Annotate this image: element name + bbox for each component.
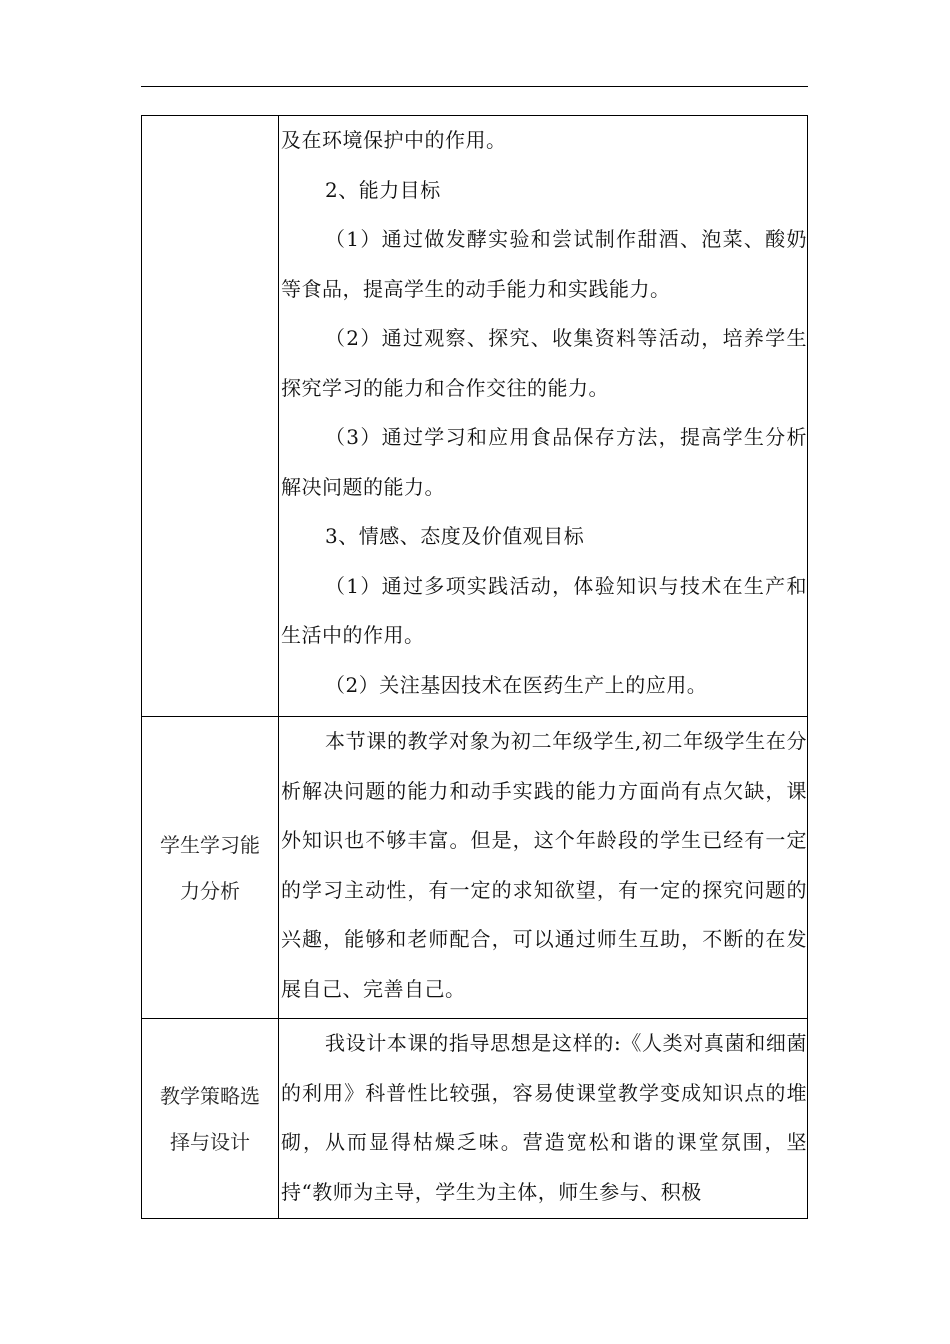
ability-label-line: 力分析 [180, 878, 240, 903]
strategy-label-line: 教学策略选 [160, 1083, 260, 1108]
objective-paragraph: （1）通过多项实践活动，体验知识与技术在生产和生活中的作用。 [281, 573, 807, 647]
strategy-row [142, 1019, 808, 1219]
lesson-plan-table [141, 115, 808, 1219]
strategy-content-cell [279, 1019, 808, 1219]
strategy-label-line: 择与设计 [170, 1129, 250, 1154]
ability-paragraph: 本节课的教学对象为初二年级学生,初二年级学生在分析解决问题的能力和动手实践的能力方面尚有点欠缺，课外知识也不够丰富。但是，这个年龄段的学生已经有一定的学习主动性，有一定的求知欲望，有一定的探究问题的兴趣，能够和老师配合，可以通过师生互助，不断的在发展自己、完善自己。 [281, 729, 807, 1001]
ability-label-cell [142, 717, 279, 1019]
objective-paragraph: （2）通过观察、探究、收集资料等活动，培养学生探究学习的能力和合作交往的能力。 [281, 326, 807, 400]
header-rule [141, 86, 808, 87]
strategy-paragraph: 我设计本课的指导思想是这样的:《人类对真菌和细菌的利用》科普性比较强，容易使课堂教学变成知识点的堆砌，从而显得枯燥乏味。营造宽松和谐的课堂氛围，坚持“教师为主导，学生为主体，师生参与、积极 [281, 1031, 807, 1204]
objective-paragraph: （1）通过做发酵实验和尝试制作甜酒、泡菜、酸奶等食品，提高学生的动手能力和实践能力。 [281, 227, 807, 301]
objective-paragraph: （2）关注基因技术在医药生产上的应用。 [325, 672, 708, 697]
objectives-content-cell [279, 116, 808, 717]
objective-paragraph: 3、情感、态度及价值观目标 [325, 524, 585, 548]
objectives-row [142, 116, 808, 717]
ability-row [142, 717, 808, 1019]
objective-paragraph: 及在环境保护中的作用。 [281, 128, 507, 152]
ability-label-line: 学生学习能 [160, 832, 260, 857]
strategy-label-cell [142, 1019, 279, 1219]
objective-paragraph: （3）通过学习和应用食品保存方法，提高学生分析解决问题的能力。 [281, 425, 807, 499]
ability-content-cell [279, 717, 808, 1019]
objectives-label-cell [142, 116, 279, 717]
objective-paragraph: 2、能力目标 [325, 177, 441, 202]
